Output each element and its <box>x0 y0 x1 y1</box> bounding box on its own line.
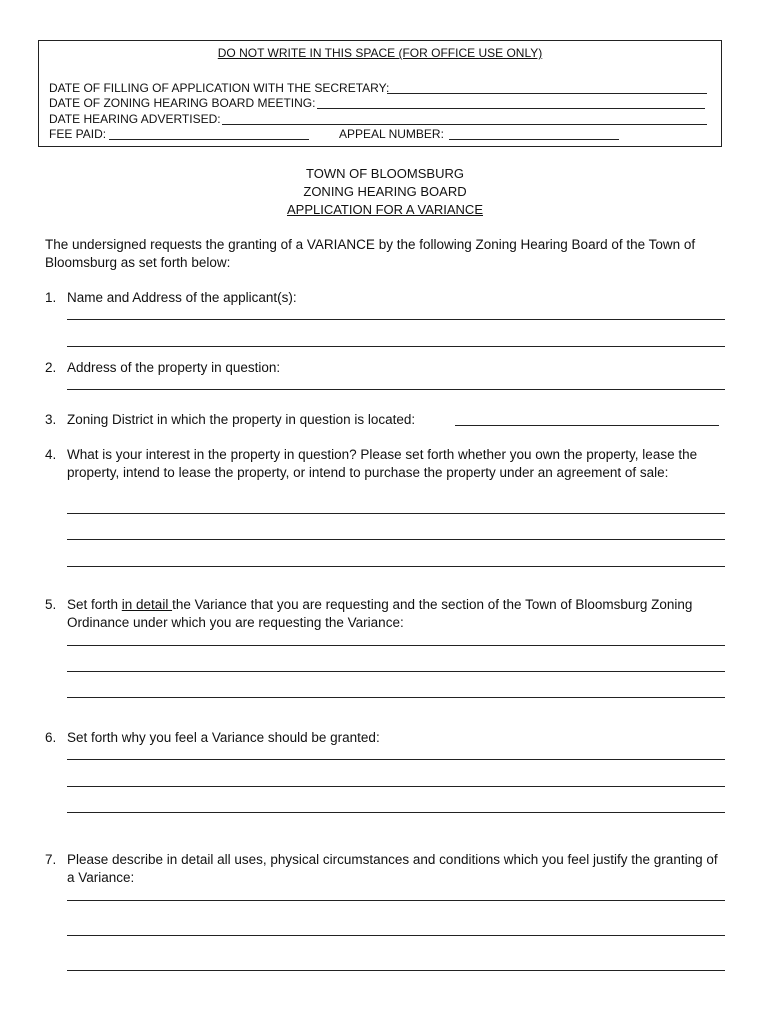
q2-number: 2. <box>45 360 57 375</box>
q3-text: Zoning District in which the property in question is located: <box>67 412 416 427</box>
q5-text-emphasis: in detail <box>121 597 173 612</box>
q3-answer-field[interactable] <box>455 425 719 426</box>
q5-answer-line[interactable] <box>67 645 725 646</box>
q6-number: 6. <box>45 730 57 745</box>
q5-text-pre: Set forth <box>67 597 122 612</box>
q5-text-post: the Variance that you are requesting and the section of the Town of Bloomsburg Zoning Ordinance under which you are requesting the Variance: <box>67 597 693 630</box>
advertised-date-label: DATE HEARING ADVERTISED: <box>49 112 221 126</box>
q2-text: Address of the property in question: <box>67 360 281 375</box>
q3-number: 3. <box>45 412 57 427</box>
meeting-date-field[interactable] <box>317 108 705 109</box>
q4-answer-line[interactable] <box>67 539 725 540</box>
q1-text: Name and Address of the applicant(s): <box>67 290 297 305</box>
town-heading: TOWN OF BLOOMSBURG <box>306 166 464 181</box>
q5-answer-line[interactable] <box>67 697 725 698</box>
q4-answer-line[interactable] <box>67 513 725 514</box>
fee-paid-label: FEE PAID: <box>49 127 107 141</box>
q5-answer-line[interactable] <box>67 671 725 672</box>
q4-text: What is your interest in the property in question? Please set forth whether you own the property, lease the property, intend to lease the property, or intend to purchase the property under an agreement of sale: <box>67 447 698 480</box>
q5-text <box>67 596 727 632</box>
q4-number: 4. <box>45 447 57 462</box>
intro-paragraph: The undersigned requests the granting of a VARIANCE by the following Zoning Hearing Board of the Town of Bloomsburg as set forth below: <box>45 237 696 270</box>
q5-number: 5. <box>45 597 57 612</box>
office-use-title: DO NOT WRITE IN THIS SPACE (FOR OFFICE USE ONLY) <box>217 46 543 60</box>
q7-answer-line[interactable] <box>67 970 725 971</box>
form-title: APPLICATION FOR A VARIANCE <box>286 202 483 217</box>
board-heading: ZONING HEARING BOARD <box>303 184 467 199</box>
q1-answer-line[interactable] <box>67 346 725 347</box>
appeal-number-field[interactable] <box>449 139 619 140</box>
q6-answer-line[interactable] <box>67 812 725 813</box>
filing-date-label: DATE OF FILLING OF APPLICATION WITH THE SECRETARY: <box>49 81 390 95</box>
q6-answer-line[interactable] <box>67 786 725 787</box>
q4-answer-line[interactable] <box>67 566 725 567</box>
q7-text: Please describe in detail all uses, physical circumstances and conditions which you feel justify the granting of a Variance: <box>67 852 718 885</box>
q6-text: Set forth why you feel a Variance should be granted: <box>67 730 380 745</box>
q1-number: 1. <box>45 290 57 305</box>
q7-answer-line[interactable] <box>67 935 725 936</box>
filing-date-field[interactable] <box>387 93 707 94</box>
q7-answer-line[interactable] <box>67 900 725 901</box>
q6-answer-line[interactable] <box>67 759 725 760</box>
office-use-box <box>38 40 722 147</box>
q2-answer-line[interactable] <box>67 389 725 390</box>
meeting-date-label: DATE OF ZONING HEARING BOARD MEETING: <box>49 96 316 110</box>
fee-paid-field[interactable] <box>109 139 309 140</box>
q1-answer-line[interactable] <box>67 319 725 320</box>
advertised-date-field[interactable] <box>222 124 707 125</box>
appeal-number-label: APPEAL NUMBER: <box>339 127 444 141</box>
q7-number: 7. <box>45 852 57 867</box>
